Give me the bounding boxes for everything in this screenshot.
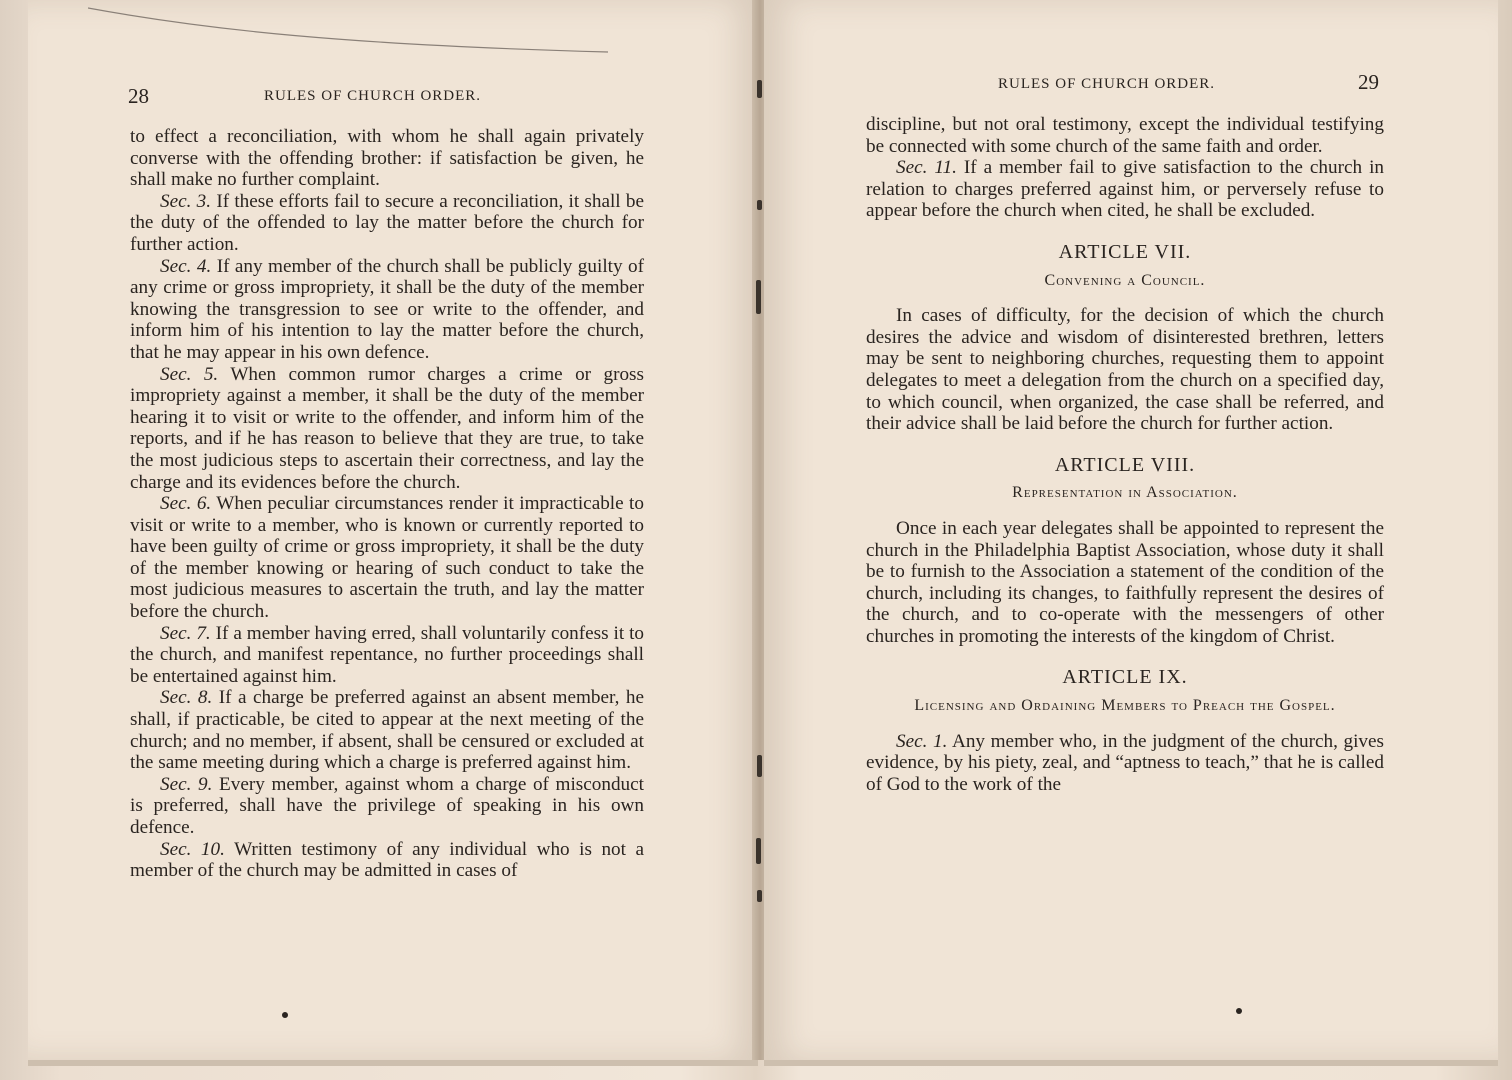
paragraph [866, 157, 1384, 222]
paragraph [130, 839, 644, 882]
paragraph-text: Every member, against whom a charge of misconduct is preferred, shall have the privilege of speaking in his own defence. [130, 773, 645, 838]
paragraph-text: If a member fail to give satisfaction to the church in relation to charges preferred against him, or perversely refuse to appear before the church when cited, he shall be excluded. [866, 157, 1384, 222]
article-heading: ARTICLE IX. [1062, 666, 1188, 689]
paragraph-text: discipline, but not oral testimony, except the individual testifying be connected with some church of the same faith and order. [866, 114, 1384, 157]
section-label: Sec. 11. [896, 157, 957, 179]
paragraph-text: Written testimony of any individual who is not a member of the church may be admitted in cases of [130, 838, 644, 882]
stitch-4 [757, 755, 762, 777]
page-number-left: 28 [128, 84, 149, 108]
article-subtitle: Convening a Council. [1044, 271, 1206, 289]
paragraph-text: If these efforts fail to secure a reconciliation, it shall be the duty of the offended to lay the matter before the church for further action. [130, 190, 644, 255]
article-heading: ARTICLE VIII. [1054, 453, 1196, 476]
section-label: Sec. 3. [160, 190, 212, 212]
right-page-body [866, 114, 1384, 795]
paragraph [866, 731, 1384, 796]
paragraph [866, 114, 1384, 157]
page-number-right: 29 [1358, 70, 1379, 94]
running-header-left: RULES OF CHURCH ORDER. [264, 88, 482, 104]
paragraph [130, 126, 644, 191]
paragraph-text: If any member of the church shall be publicly guilty of any crime or gross impropriety, it shall be the duty of the member knowing the transgression to see or write to the offender, and inform him of his intention to lay the matter before the church, that he may appear in his own defence. [130, 255, 644, 363]
paragraph-text: When common rumor charges a crime or gross impropriety against a member, it shall be the duty of the member hearing it to visit or write to the offender, and inform him of the reports, and if he has reason to believe that they are true, to take the most judicious steps to ascertain their correctness, and lay the charge and its evidences before the church. [130, 363, 644, 493]
section-label: Sec. 8. [160, 687, 213, 709]
pencil-mark [88, 0, 648, 60]
paragraph-text: Once in each year delegates shall be appointed to represent the church in the Philadelphia Baptist Association, whose duty it shall be to furnish to the Association a statement of the condition of the church, including its changes, to faithfully represent the desires of the church, and to co-operate with the messengers of other churches in promoting the interests of the kingdom of Christ. [866, 517, 1384, 647]
stitch-1 [757, 80, 762, 98]
article-heading: ARTICLE VII. [1058, 240, 1192, 263]
section-label: Sec. 9. [160, 773, 213, 795]
paragraph [130, 191, 644, 256]
paragraph [866, 305, 1384, 435]
paragraph-text: If a member having erred, shall voluntarily confess it to the church, and manifest repentance, no further proceedings shall be entertained against him. [130, 622, 645, 687]
paragraph [130, 256, 644, 364]
article-subtitle: Licensing and Ordaining Members to Preach the Gospel. [914, 697, 1336, 715]
running-header-right: RULES OF CHURCH ORDER. [998, 76, 1216, 92]
paragraph-text: to effect a reconciliation, with whom he shall again privately converse with the offending brother: if satisfaction be given, he shall make no further complaint. [130, 126, 644, 191]
paragraph [130, 774, 644, 839]
stitch-2 [757, 200, 762, 210]
right-page [764, 0, 1498, 1066]
left-page [28, 0, 758, 1066]
section-label: Sec. 5. [160, 363, 219, 385]
paragraph [130, 623, 644, 688]
page-dot-right [1236, 1008, 1242, 1014]
paragraph [130, 687, 644, 773]
stitch-6 [757, 890, 762, 902]
stitch-5 [756, 838, 761, 864]
page-dot-left [282, 1012, 288, 1018]
paragraph [130, 493, 644, 623]
paragraph [130, 364, 644, 494]
section-label: Sec. 1. [896, 730, 948, 752]
left-page-body [130, 126, 644, 882]
paragraph-text: When peculiar circumstances render it impracticable to visit or write to a member, who is known or currently reported to have been guilty of crime or gross impropriety, it shall be the duty of the member knowing or hearing of such conduct to take the most judicious measures to ascertain the truth, and lay the matter before the church. [130, 493, 644, 623]
section-label: Sec. 7. [160, 622, 211, 644]
article-subtitle: Representation in Association. [1012, 484, 1238, 502]
paragraph-text: In cases of difficulty, for the decision of which the church desires the advice and wisdom of disinterested brethren, letters may be sent to neighboring churches, requesting them to appoint delegates to meet a delegation from the church on a specified day, to which council, when organized, the case shall be referred, and their advice shall be laid before the church for further action. [866, 305, 1384, 435]
section-label: Sec. 4. [160, 255, 212, 277]
section-label: Sec. 10. [160, 838, 225, 860]
paragraph-text: If a charge be preferred against an absent member, he shall, if practicable, be cited to appear at the next meeting of the church; and no member, if absent, shall be censured or excluded at the same meeting during which a charge is preferred against him. [130, 687, 644, 774]
stitch-3 [756, 280, 761, 314]
section-label: Sec. 6. [160, 493, 212, 515]
paragraph-text: Any member who, in the judgment of the church, gives evidence, by his piety, zeal, and “aptness to teach,” that he is called of God to the work of the [866, 730, 1384, 795]
paragraph [866, 518, 1384, 648]
